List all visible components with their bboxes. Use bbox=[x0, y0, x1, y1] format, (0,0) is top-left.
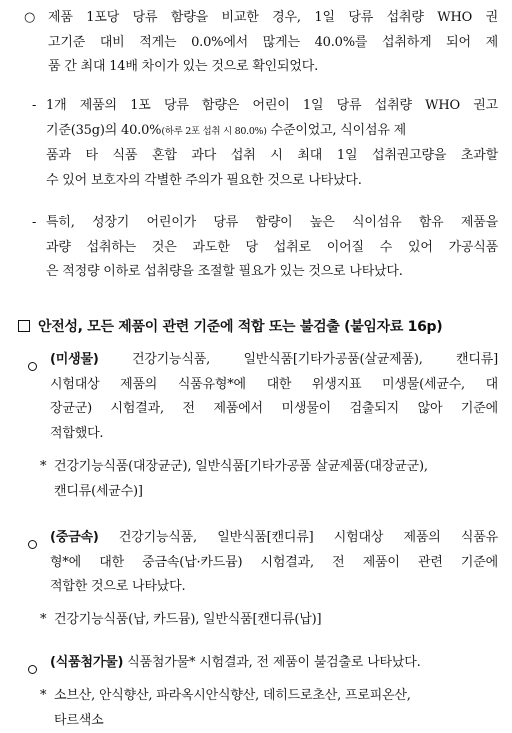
text-segment: 건강기능식품, 일반식품[기타가공품(살균제품), 캔디류] bbox=[98, 352, 498, 367]
text-line: 특히, 성장기 어린이가 당류 함량이 높은 식이섬유 함유 제품을 bbox=[46, 215, 498, 230]
dash-bullet: - bbox=[32, 98, 37, 113]
dash-bullet: - bbox=[32, 215, 37, 230]
footnote-line: 건강기능식품(납, 카드뮴), 일반식품[캔디류(납)] bbox=[54, 612, 322, 627]
text-line bbox=[50, 348, 498, 373]
text-line: 적합한 것으로 나타났다. bbox=[50, 579, 186, 594]
text-line bbox=[46, 119, 498, 145]
text-line: 품 간 최대 14배 차이가 있는 것으로 확인되었다. bbox=[48, 59, 319, 74]
text-segment: 수준이었고, 식이섬유 제 bbox=[266, 122, 407, 138]
circle-bullet-icon bbox=[28, 356, 37, 381]
asterisk-marker: * bbox=[40, 688, 47, 703]
text-line: 장균군) 시험결과, 전 제품에서 미생물이 검출되지 않아 기준에 bbox=[50, 401, 498, 416]
text-line: 형*에 대한 중금속(납·카드뮴) 시험결과, 전 제품이 관련 기준에 bbox=[50, 554, 498, 570]
text-line: 제품 1포당 당류 함량을 비교한 경우, 1일 당류 섭취량 WHO 권 bbox=[48, 10, 498, 25]
text-line: 시험대상 제품의 식품유형*에 대한 위생지표 미생물(세균수, 대 bbox=[50, 376, 498, 392]
text-line: 수 있어 보호자의 각별한 주의가 필요한 것으로 나타났다. bbox=[46, 172, 362, 188]
footnote-line: 타르색소 bbox=[54, 712, 104, 728]
section-title: 안전성, 모든 제품이 관련 기준에 적합 또는 불검출 (붙임자료 16p) bbox=[38, 319, 443, 335]
section-heading bbox=[18, 315, 442, 339]
checkbox-square-icon bbox=[18, 320, 30, 332]
text-line: 적합했다. bbox=[50, 425, 104, 441]
circle-bullet-icon bbox=[28, 659, 37, 684]
asterisk-marker: * bbox=[40, 612, 47, 627]
footnote-line: 소브산, 안식향산, 파라옥시안식향산, 데히드로초산, 프로피온산, bbox=[54, 688, 411, 703]
asterisk-marker: * bbox=[40, 459, 47, 474]
category-label: (미생물) bbox=[50, 352, 99, 367]
text-line: 1개 제품의 1포 당류 함량은 어린이 1일 당류 섭취량 WHO 권고 bbox=[46, 98, 498, 113]
footnote-line: 캔디류(세균수)] bbox=[54, 483, 143, 499]
circle-bullet: ○ bbox=[24, 10, 36, 25]
text-line: 고기준 대비 적게는 0.0%에서 많게는 40.0%를 섭취하게 되어 제 bbox=[48, 34, 498, 50]
category-label: (식품첨가물) bbox=[50, 655, 124, 670]
footnote-line: 건강기능식품(대장균군), 일반식품[기타가공품 살균제품(대장균군), bbox=[54, 459, 428, 474]
text-line: 품과 타 식품 혼합 과다 섭취 시 최대 1일 섭취권고량을 초과할 bbox=[46, 148, 498, 163]
small-note: (하루 2포 섭취 시 80.0%) bbox=[161, 125, 267, 137]
text-line: 은 적정량 이하로 섭취량을 조절할 필요가 있는 것으로 나타났다. bbox=[46, 264, 403, 279]
circle-bullet-icon bbox=[28, 534, 37, 559]
text-line bbox=[50, 651, 498, 676]
text-segment: 식품첨가물* 시험결과, 전 제품이 불검출로 나타났다. bbox=[123, 655, 421, 670]
text-segment: 기준(35g)의 40.0% bbox=[46, 122, 162, 138]
category-label: (중금속) bbox=[50, 530, 99, 545]
text-segment: 건강기능식품, 일반식품[캔디류] 시험대상 제품의 식품유 bbox=[98, 530, 498, 545]
text-line: 과량 섭취하는 것은 과도한 당 섭취로 이어질 수 있어 가공식품 bbox=[46, 239, 498, 255]
text-line bbox=[50, 526, 498, 551]
